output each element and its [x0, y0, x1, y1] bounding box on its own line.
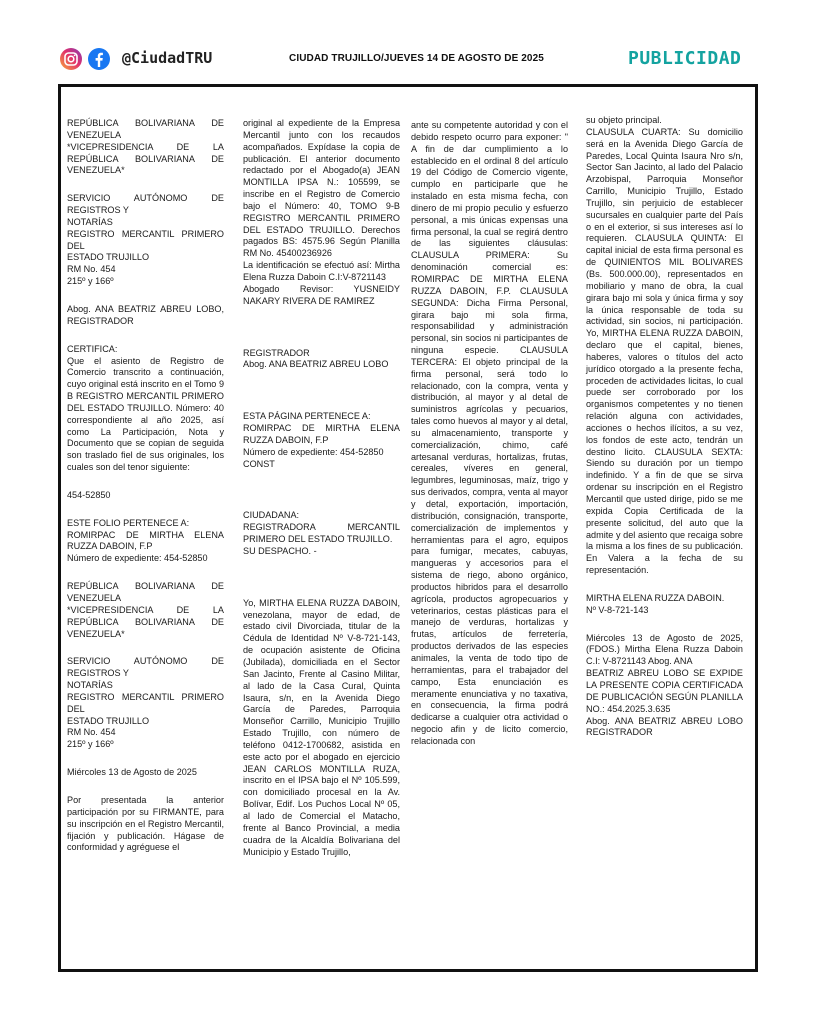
- paragraph: REPÚBLICA BOLIVARIANA DE VENEZUELA *VICEPRESIDENCIA DE LA REPÚBLICA BOLIVARIANA DE VENEZUELA*: [67, 118, 224, 176]
- paragraph: MIRTHA ELENA RUZZA DABOIN. Nº V-8-721-143: [586, 592, 725, 615]
- paragraph: CERTIFICA: Que el asiento de Registro de Comercio transcrito a continuación, cuyo original está inscrito en el Tomo 9 B REGISTRO MERCANTIL PRIMERO DEL ESTADO TRUJILLO. Número: 40 correspondiente al año 2025, así como La Participación, Nota y Documento que se copian de seguida son traslado fiel de sus originales, los cuales son del tenor siguiente:: [67, 343, 224, 473]
- paragraph: CIUDADANA: REGISTRADORA MERCANTIL PRIMERO DEL ESTADO TRUJILLO. SU DESPACHO. -: [243, 510, 400, 556]
- paragraph: ESTA PÁGINA PERTENECE A: ROMIRPAC DE MIRTHA ELENA RUZZA DABOIN, F.P Número de expediente: 454-52850 CONST: [243, 411, 400, 469]
- paragraph: su objeto principal. CLAUSULA CUARTA: Su domicilio será en la Avenida Diego García de Paredes, Local Quinta Isaura Nro s/n, Sector San Jacinto, al lado del Palacio Arzobispal, Parroquia Monseñor Carrillo, Municipio Trujillo, Estado Trujillo, sin perjuicio de establecer sucursales en cualquier parte del País o en el exterior, si sus intereses así lo requieren. CLAUSULA QUINTA: El capital inicial de esta firma personal es de QUINIENTOS MIL BOLIVARES (Bs. 500.000.00), representados en mobiliario y mano de obra, la cual girara bajo mi sola y única firma y soy la única responsable de toda su actividad, sin socios, ni participación. Yo, MIRTHA ELENA RUZZA DABOIN, declaro que el capital, bienes, haberes, valores o títulos del acto jurídico otorgado a la presente fecha, proceden de actividades licitas, lo cual puede ser corroborado por los organismos competentes y no tienen relación alguna con actividades, acciones o hechos ilícitos, a su vez, los fondos de este acto, tendrán un destino licito. CLAUSULA SEXTA: Siendo su duración por un tiempo indefinido. Y a fin de que se sirva ordenar su inscripción en el Registro Mercantil que usted dirige, pido se me expida Copia Certificada de la presente solicitud, del auto que la admite y del asiento que recaiga sobre la misma a los fines de su publicación. En Valera a la fecha de su representación.: [586, 115, 743, 576]
- paragraph: Yo, MIRTHA ELENA RUZZA DABOIN, venezolana, mayor de edad, de estado civil Divorciada, titular de la Cédula de Identidad Nº V-8-721-143, de ocupación asistente de Oficina (Jubilada), domiciliada en el Sector San Jacinto, Frente al Casino Militar, al lado de la Casa Cural, Quinta Isaura, s/n, en la Avenida Diego García de Paredes, Parroquia Monseñor Carrillo, Municipio Trujillo Estado Trujillo, con número de teléfono 0412-1700682, asistida en este acto por el abogado en ejercicio JEAN CARLOS MONTILLA RUZA, inscrito en el IPSA bajo el Nº 105.599, con domiciliado procesal en la Av. Bolívar, Edif. Los Puchos Local Nº 05, al lado de Comercial el Matacho, frente al Banco Provincial, a media cuadra de la Alcaldía Bolivariana del Municipio y Estado Trujillo,: [243, 597, 400, 857]
- paragraph: Miércoles 13 de Agosto de 2025, (FDOS.) Mirtha Elena Ruzza Daboin C.I: V-8721143 Abog. ANA BEATRIZ ABREU LOBO SE EXPIDE LA PRESENTE COPIA CERTIFICADA DE PUBLICACIÓN SEGÚN PLANILLA NO.: 454.2025.3.635 Abog. ANA BEATRIZ ABREU LOBO REGISTRADOR: [586, 632, 743, 738]
- paragraph: SERVICIO AUTÓNOMO DE REGISTROS Y NOTARÍAS REGISTRO MERCANTIL PRIMERO DEL ESTADO TRUJILLO RM No. 454 215º y 166º: [67, 656, 224, 750]
- paragraph: Miércoles 13 de Agosto de 2025: [67, 767, 197, 778]
- paragraph: REGISTRADOR Abog. ANA BEATRIZ ABREU LOBO: [243, 347, 389, 370]
- paragraph: Abog. ANA BEATRIZ ABREU LOBO, REGISTRADOR: [67, 303, 224, 326]
- text-column-4: [586, 115, 743, 739]
- page-header: [0, 0, 819, 80]
- paragraph: original al expediente de la Empresa Mercantil junto con los recaudos acompañados. Expídase la copia de publicación. El anterior documento redactado por el Abogado(a) JEAN MONTILLA IPSA N.: 105599, se inscribe en el Registro de Comercio bajo el Número: 40, TOMO 9-B REGISTRO MERCANTIL PRIMERO DEL ESTADO TRUJILLO. Derechos pagados BS: 4575.96 Según Planilla RM No. 45400236926 La identificación se efectuó así: Mirtha Elena Ruzza Daboin C.I:V-8721143 Abogado Revisor: YUSNEIDY NAKARY RIVERA DE RAMIREZ: [243, 118, 400, 306]
- ad-frame: [58, 84, 758, 972]
- text-column-2: [243, 118, 400, 858]
- text-column-1: [67, 118, 224, 854]
- facebook-icon[interactable]: [88, 48, 110, 70]
- publication-date: CIUDAD TRUJILLO/JUEVES 14 DE AGOSTO DE 2025: [289, 53, 544, 64]
- instagram-icon[interactable]: [60, 48, 82, 70]
- paragraph: 454-52850: [67, 489, 111, 500]
- paragraph: ESTE FOLIO PERTENECE A: ROMIRPAC DE MIRTHA ELENA RUZZA DABOIN, F.P Número de expediente: 454-52850: [67, 517, 224, 564]
- section-title: PUBLICIDAD: [628, 48, 742, 69]
- paragraph: REPÚBLICA BOLIVARIANA DE VENEZUELA *VICEPRESIDENCIA DE LA REPÚBLICA BOLIVARIANA DE VENEZUELA*: [67, 581, 224, 639]
- text-column-3: [411, 120, 568, 748]
- paragraph: Por presentada la anterior participación por su FIRMANTE, para su inscripción en el Registro Mercantil, fijación y publicación. Hágase de conformidad y agréguese el: [67, 794, 224, 853]
- paragraph: ante su competente autoridad y con el debido respeto ocurro para exponer: " A fin de dar cumplimiento a lo establecido en el ordinal 8 del artículo 19 del Código de Comercio vigente, cumplo en participarle que he instalado en esta misma fecha, con dinero de mi propio peculio y esfuerzo personal, a mis únicas expensas una firma personal, la cual se regirá dentro de las siguientes cláusulas: CLAUSULA PRIMERA: Su denominación comercial es: ROMIRPAC DE MIRTHA ELENA RUZZA DABOIN, F.P. CLAUSULA SEGUNDA: Dicha Firma Personal, girara bajo mi sola firma, responsabilidad y administración personal, sin socios ni participantes de ninguna especie. CLAUSULA TERCERA: El objeto principal de la firma personal, será todo lo relacionado, con la compra, venta y distribución, al mayor y al detal de suministros agrícolas y pecuarios, tales como huevos al mayor y al detal, su almacenamiento, transporte y comercialización, chimo, café artesanal verduras, hortalizas, frutas, cereales, víveres en general, legumbres, leguminosas, maíz, trigo y sus derivados, compra, venta al mayor y detal, exportación, importación, distribución, consignación, transporte, comercialización de implementos y herramientas para el agro, equipos para fumigar, mecates, cabuyas, mangueras y accesorios para el sistema de riego, abono orgánico, productos hibridos para el desarrollo agrícola, productos agropecuarios y veterinarios, cestas plásticas para el manejo de verduras, hortalizas y frutas, artículos de ferretería, productos derivados de las especies animales, la venta de todo tipo de herramientas, para el trabajador del campo, Esta enunciación es meramente enunciativa y no taxativa, en consecuencia, la firma podrá dedicarse a cualquier otra actividad o negocio afin y de licito comercio, relacionada con: [411, 120, 568, 746]
- paragraph: SERVICIO AUTÓNOMO DE REGISTROS Y NOTARÍAS REGISTRO MERCANTIL PRIMERO DEL ESTADO TRUJILLO RM No. 454 215º y 166º: [67, 193, 224, 287]
- social-handle[interactable]: @CiudadTRU: [122, 49, 213, 67]
